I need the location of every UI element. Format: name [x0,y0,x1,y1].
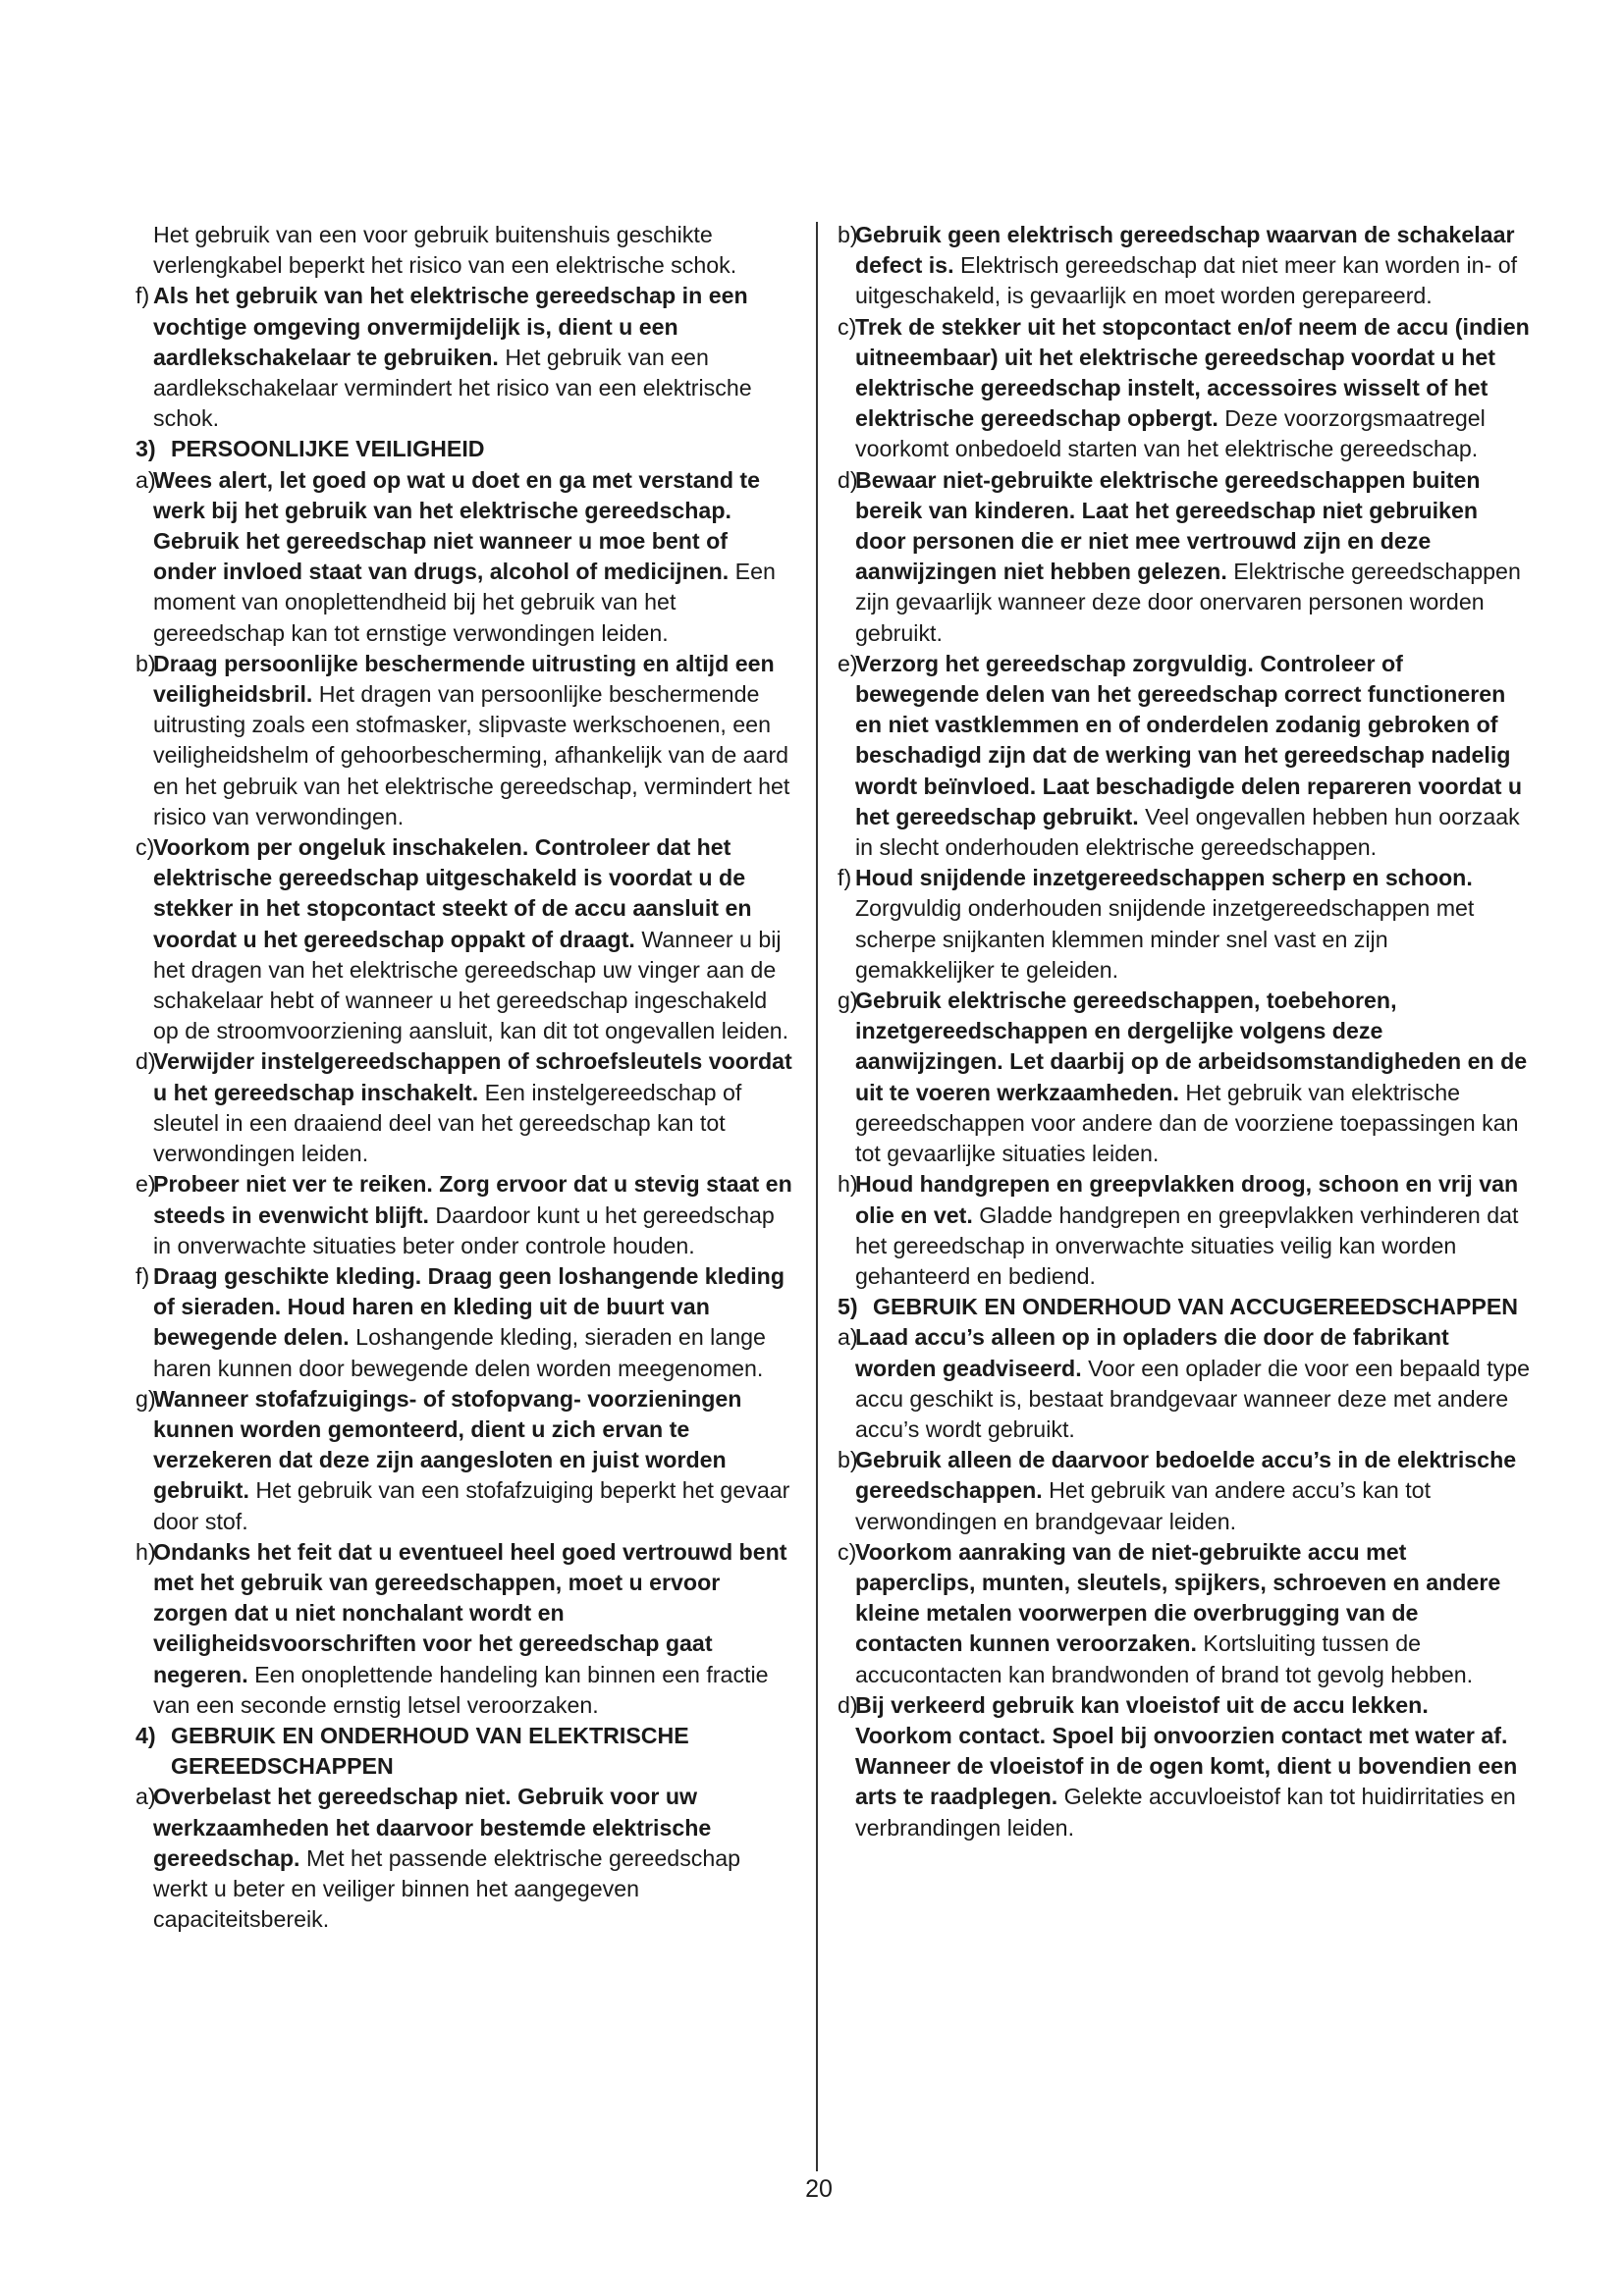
item-marker: f) [838,865,852,891]
section-title: PERSOONLIJKE VEILIGHEID [171,436,485,462]
item-text: Voor een oplader die voor een bepaald type accu geschikt is, bestaat brandgevaar wanneer deze met andere accu’s wordt gebruikt. [855,1355,1531,1442]
item-marker: b) [838,222,858,247]
item-text: Kortsluiting tussen de accucontacten kan brandwonden of brand tot gevolg hebben. [855,1630,1474,1687]
item-marker: c) [135,834,155,861]
item-marker: f) [135,283,150,309]
list-item [135,832,795,1046]
item-text: Veel ongevallen hebben hun oorzaak in slecht onderhouden elektrische gereedschappen. [855,803,1520,861]
section-number: 3) [135,436,156,462]
item-bold-text: Overbelast het gereedschap niet. Gebruik voor uw werkzaamheden het daarvoor bestemde elektrische gereedschap. [153,1784,712,1871]
section-number: 4) [135,1722,156,1748]
section-heading [135,434,795,464]
item-marker: a) [135,1784,156,1810]
section-heading [135,1721,795,1782]
item-text: Het gebruik van elektrische gereedschappen voor andere dan de voorziene toepassingen kan tot gevaarlijke situaties leiden. [855,1079,1519,1167]
section-title: GEBRUIK EN ONDERHOUD VAN ACCUGEREEDSCHAPPEN [873,1294,1519,1320]
item-bold-text: Houd snijdende inzetgereedschappen scherp en schoon. [855,865,1473,891]
item-text: Gladde handgrepen en greepvlakken verhinderen dat het gereedschap in onverwachte situaties veilig kan worden gehanteerd en bediend. [855,1201,1519,1289]
item-bold-text: Laad accu’s alleen op in opladers die door de fabrikant worden geadviseerd. [855,1324,1449,1381]
item-text: Een onoplettende handeling kan binnen een fractie van een seconde ernstig letsel veroorzaken. [153,1661,769,1718]
page-number: 20 [805,2175,833,2203]
item-text: Zorgvuldig onderhouden snijdende inzetgereedschappen met scherpe snijkanten klemmen minder snel vast en zijn gemakkelijker te geleiden. [855,895,1475,983]
item-bold-text: Voorkom aanraking van de niet-gebruikte accu met paperclips, munten, sleutels, spijkers, schroeven en andere kleine metalen voorwerpen die overbrugging van de contacten kunnen veroorzaken. [855,1538,1501,1657]
list-item [838,1537,1531,1690]
item-text: Het gebruik van een aardlekschakelaar vermindert het risico van een elektrische schok. [153,344,752,432]
item-bold-text: Verzorg het gereedschap zorgvuldig. Controleer of bewegende delen van het gereedschap correct functioneren en niet vastklemmen en of onderdelen zodanig gebroken of beschadigd zijn dat de werking van het gereedschap nadelig wordt beïnvloed. Laat beschadigde delen repareren voordat u het gereedschap gebruikt. [855,650,1523,829]
list-item [838,986,1531,1169]
list-item [135,1537,795,1721]
item-bold-text: Trek de stekker uit het stopcontact en/of neem de accu (indien uitneembaar) uit het elektrische gereedschap voordat u het elektrische gereedschap instelt, accessoires wisselt of het elektrische gereedschap opbergt. [855,313,1530,432]
list-item [135,649,795,832]
item-bold-text: Verwijder instelgereedschappen of schroefsleutels voordat u het gereedschap inschakelt. [153,1048,792,1105]
item-bold-text: Ondanks het feit dat u eventueel heel goed vertrouwd bent met het gebruik van gereedschappen, moet u ervoor zorgen dat u niet nonchalant wordt en veiligheidsvoorschriften voor het gereedschap gaat negeren. [153,1538,787,1687]
intro-paragraph: Het gebruik van een voor gebruik buitenshuis geschikte verlengkabel beperkt het risico van een elektrische schok. [153,222,737,279]
list-item [838,1322,1531,1445]
list-item [135,1046,795,1169]
item-marker: c) [838,1538,857,1565]
item-text: Daardoor kunt u het gereedschap in onverwachte situaties beter onder controle houden. [153,1201,775,1258]
item-marker: a) [838,1324,858,1351]
item-bold-text: Wees alert, let goed op wat u doet en ga met verstand te werk bij het gebruik van het elektrische gereedschap. Gebruik het gereedschap niet wanneer u moe bent of onder invloed staat van drugs, alcohol of medicijnen. [153,466,761,585]
list-item [838,1690,1531,1843]
item-text: Elektrisch gereedschap dat niet meer kan worden in- of uitgeschakeld, is gevaarlijk en moet worden gerepareerd. [855,252,1518,309]
item-bold-text: Bij verkeerd gebruik kan vloeistof uit de accu lekken. Voorkom contact. Spoel bij onvoorzien contact met water af. Wanneer de vloeistof in de ogen komt, dient u bovendien een arts te raadplegen. [855,1691,1518,1810]
item-text: Deze voorzorgsmaatregel voorkomt onbedoeld starten van het elektrische gereedschap. [855,405,1486,462]
column-divider [816,222,818,2171]
section-heading [838,1292,1531,1322]
item-marker: g) [135,1385,156,1412]
item-text: Een moment van onoplettendheid bij het gebruik van het gereedschap kan tot ernstige verwondingen leiden. [153,559,776,646]
list-item [135,1782,795,1935]
item-marker: g) [838,988,858,1014]
item-bold-text: Bewaar niet-gebruikte elektrische gereedschappen buiten bereik van kinderen. Laat het gereedschap niet gebruiken door personen die er niet mee vertrouwd zijn en deze aanwijzingen niet hebben gelezen. [855,466,1481,585]
list-item [135,465,795,649]
item-bold-text: Voorkom per ongeluk inschakelen. Controleer dat het elektrische gereedschap uitgeschakeld is voordat u de stekker in het stopcontact steekt of de accu aansluit en voordat u het gereedschap oppakt of draagt. [153,834,752,952]
list-item [838,465,1531,649]
item-bold-text: Als het gebruik van het elektrische gereedschap in een vochtige omgeving onvermijdelijk is, dient u een aardlekschakelaar te gebruiken. [153,283,748,370]
list-item [838,312,1531,465]
item-marker: b) [838,1447,858,1473]
left-column [135,220,795,1935]
list-item [838,1445,1531,1537]
item-text: Het gebruik van andere accu’s kan tot verwondingen en brandgevaar leiden. [855,1477,1432,1534]
item-marker: d) [838,1691,858,1718]
list-item [838,863,1531,986]
item-marker: h) [838,1171,858,1198]
list-item [838,649,1531,863]
list-item [135,1261,795,1384]
section-number: 5) [838,1294,858,1320]
section-title: GEBRUIK EN ONDERHOUD VAN ELEKTRISCHE GEREEDSCHAPPEN [171,1722,689,1780]
item-text: Elektrische gereedschappen zijn gevaarlijk wanneer deze door onervaren personen worden gebruikt. [855,559,1521,646]
item-text: Met het passende elektrische gereedschap werkt u beter en veiliger binnen het aangegeven capaciteitsbereik. [153,1844,741,1933]
list-item [838,220,1531,312]
item-marker: f) [135,1262,150,1289]
list-item [135,1169,795,1261]
item-text: Gelekte accuvloeistof kan tot huidirritaties en verbrandingen leiden. [855,1784,1516,1841]
item-bold-text: Gebruik elektrische gereedschappen, toebehoren, inzetgereedschappen en dergelijke volgens deze aanwijzingen. Let daarbij op de arbeidsomstandigheden en de uit te voeren werkzaamheden. [855,988,1528,1105]
item-marker: h) [135,1538,156,1565]
item-text: Wanneer u bij het dragen van het elektrische gereedschap uw vinger aan de schakelaar hebt of wanneer u het gereedschap ingeschakeld op de stroomvoorziening aansluit, kan dit tot ongevallen leiden. [153,926,789,1044]
list-item [135,281,795,434]
item-bold-text: Draag persoonlijke beschermende uitrusting en altijd een veiligheidsbril. [153,650,775,708]
list-item [135,1384,795,1537]
item-bold-text: Houd handgrepen en greepvlakken droog, schoon en vrij van olie en vet. [855,1171,1519,1228]
item-text: Het dragen van persoonlijke beschermende uitrusting zoals een stofmasker, slipvaste werkschoenen, een veiligheidshelm of gehoorbescherming, afhankelijk van de aard en het gebruik van het elektrische gereedschap, vermindert het risico van verwondingen. [153,681,790,829]
item-marker: d) [838,466,858,493]
item-marker: b) [135,650,156,676]
item-marker: a) [135,466,156,493]
item-marker: e) [838,650,858,676]
item-text: Het gebruik van een stofafzuiging beperkt het gevaar door stof. [153,1477,790,1534]
list-item [838,1169,1531,1292]
item-text: Loshangende kleding, sieraden en lange haren kunnen door bewegende delen worden meegenomen. [153,1324,766,1381]
right-column [838,220,1531,1843]
item-bold-text: Gebruik alleen de daarvoor bedoelde accu’s in de elektrische gereedschappen. [855,1447,1517,1504]
item-bold-text: Probeer niet ver te reiken. Zorg ervoor dat u stevig staat en steeds in evenwicht blijft. [153,1171,792,1228]
item-marker: c) [838,313,857,340]
item-bold-text: Draag geschikte kleding. Draag geen loshangende kleding of sieraden. Houd haren en kleding uit de buurt van bewegende delen. [153,1262,785,1351]
item-bold-text: Gebruik geen elektrisch gereedschap waarvan de schakelaar defect is. [855,222,1515,279]
item-bold-text: Wanneer stofafzuigings- of stofopvang- voorzieningen kunnen worden gemonteerd, dient u zich ervan te verzekeren dat deze zijn aangesloten en juist worden gebruikt. [153,1385,742,1504]
item-text: Een instelgereedschap of sleutel in een draaiend deel van het gereedschap kan tot verwondingen leiden. [153,1079,742,1167]
item-marker: d) [135,1048,156,1075]
item-marker: e) [135,1171,156,1198]
